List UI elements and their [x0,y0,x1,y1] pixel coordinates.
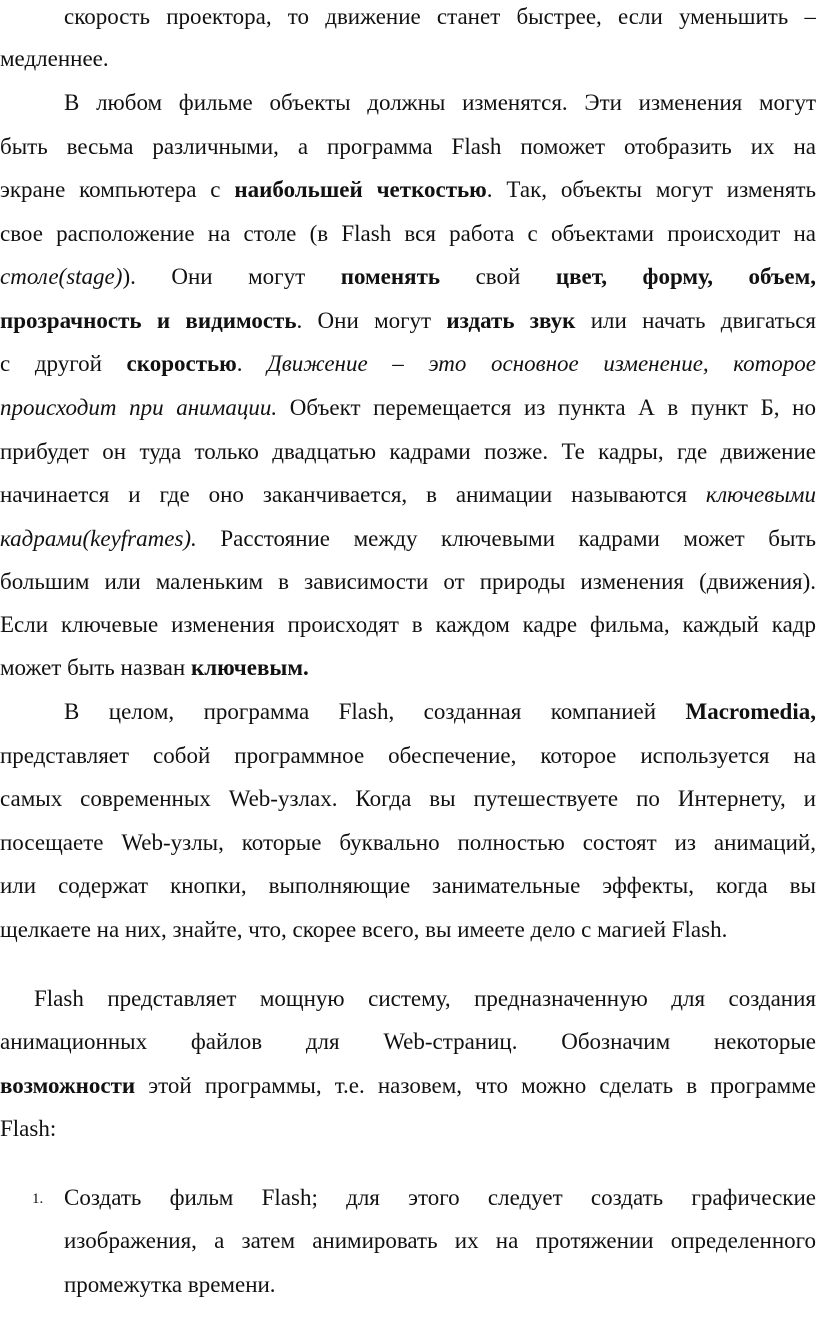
paragraph-line: или содержат кнопки, выполняющие занимательные эффекты, когда вы [0,873,816,898]
list-item-line: изображения, а затем анимировать их на протяжении определенного [64,1228,816,1253]
paragraph-line: прибудет он туда только двадцатью кадрами позже. Те кадры, где движение [0,439,816,464]
paragraph-line: представляет собой программное обеспечение, которое используется на [0,743,816,768]
paragraph-line: щелкаете на них, знайте, что, скорее всего, вы имеете дело с магией Flash. [0,917,728,942]
italic-term: столе(stage) [0,264,123,289]
paragraph-line: Если ключевые изменения происходят в каждом кадре фильма, каждый кадр [0,612,816,637]
italic-term: Движение – это основное изменение, которое [267,351,816,376]
bold-term: цвет, форму, объем, [555,264,816,289]
paragraph-line: столе(stage)). Они могут поменять свой цвет, форму, объем, [0,264,816,289]
bold-term: скоростью [126,351,237,376]
list-item-line: Создать фильм Flash; для этого следует создать графические [64,1185,816,1210]
paragraph-line: начинается и где оно заканчивается, в анимации называются ключевыми [0,482,816,507]
paragraph-line: В целом, программа Flash, созданная компанией Macromedia, [64,699,816,724]
paragraph-line: возможности этой программы, т.е. назовем, что можно сделать в программе [0,1073,816,1098]
paragraph-line: медленнее. [0,46,109,71]
paragraph-line: большим или маленьким в зависимости от природы изменения (движения). [0,569,816,594]
paragraph-line: самых современных Web-узлах. Когда вы путешествуете по Интернету, и [0,786,816,811]
paragraph-line: кадрами(keyframes). Расстояние между ключевыми кадрами может быть [0,526,816,551]
italic-term: кадрами(keyframes). [0,526,197,551]
bold-term: издать звук [446,308,576,333]
bold-term: Macromedia, [685,699,816,724]
paragraph-line: скорость проектора, то движение станет быстрее, если уменьшить – [64,4,816,29]
paragraph-line: Flash: [0,1116,57,1141]
bold-term: ключевым. [190,655,309,680]
bold-term: прозрачность и видимость [0,308,297,333]
bold-term: наибольшей четкостью [234,177,487,202]
paragraph-line: экране компьютера с наибольшей четкостью. Так, объекты могут изменять [0,177,816,202]
bold-term: поменять [340,264,441,289]
paragraph-line: с другой скоростью. Движение – это основное изменение, которое [0,351,816,376]
paragraph-line: может быть назван ключевым. [0,655,309,680]
paragraph-line: быть весьма различными, а программа Flash поможет отобразить их на [0,134,816,159]
italic-term: ключевыми [705,482,816,507]
paragraph-line: прозрачность и видимость. Они могут издать звук или начать двигаться [0,308,816,333]
paragraph-line: происходит при анимации. Объект перемещается из пункта А в пункт Б, но [0,395,816,420]
list-item-number: 1. [32,1191,44,1207]
paragraph-line: Flash представляет мощную систему, предназначенную для создания [34,986,816,1011]
paragraph-line: свое расположение на столе (в Flash вся работа с объектами происходит на [0,221,816,246]
paragraph-line: посещаете Web-узлы, которые буквально полностью состоят из анимаций, [0,830,816,855]
paragraph-line: анимационных файлов для Web-страниц. Обозначим некоторые [0,1029,816,1054]
list-item-line: промежутка времени. [64,1272,276,1297]
paragraph-line: В любом фильме объекты должны изменятся. Эти изменения могут [64,90,816,115]
italic-term: происходит при анимации. [0,395,278,420]
bold-term: возможности [0,1073,136,1098]
